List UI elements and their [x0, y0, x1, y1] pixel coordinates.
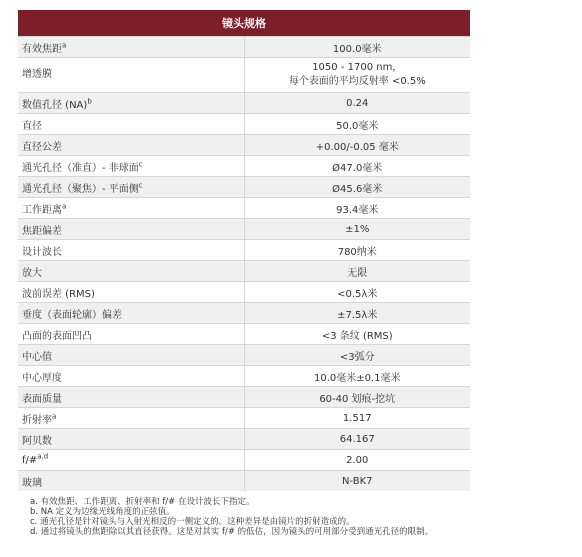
spec-value-cell — [244, 114, 470, 135]
spec-label-cell — [18, 387, 244, 408]
spec-value-cell — [244, 387, 470, 408]
spec-value: 无限 — [347, 267, 368, 279]
table-row — [18, 429, 470, 450]
table-row — [18, 177, 470, 198]
spec-label: 折射率 — [22, 414, 52, 426]
spec-value-cell — [244, 240, 470, 261]
table-row — [18, 282, 470, 303]
spec-table-container — [18, 10, 470, 537]
table-row — [18, 303, 470, 324]
spec-value: ±1% — [345, 223, 370, 235]
spec-label-cell — [18, 366, 244, 387]
spec-label-cell — [18, 198, 244, 219]
spec-value: ±7.5λ米 — [337, 309, 378, 321]
spec-label-cell — [18, 135, 244, 156]
spec-label: 凸面的表面凹凸 — [22, 330, 92, 342]
footnote: b. NA 定义为边缘光线角度的正弦值。 — [30, 507, 175, 517]
table-row — [18, 114, 470, 135]
spec-value: 64.167 — [339, 433, 375, 445]
spec-value-cell — [244, 450, 470, 471]
footnote-marker: c — [138, 160, 143, 169]
lens-spec-table — [18, 10, 470, 491]
table-row — [18, 345, 470, 366]
spec-label-cell — [18, 429, 244, 450]
spec-value-cell — [244, 408, 470, 429]
table-title: 镜头规格 — [18, 10, 470, 37]
spec-label-cell — [18, 93, 244, 114]
spec-label-cell — [18, 324, 244, 345]
spec-label: 通光孔径（聚焦）- 平面侧 — [22, 183, 139, 195]
table-row — [18, 198, 470, 219]
spec-label-cell — [18, 303, 244, 324]
spec-value-cell — [244, 429, 470, 450]
table-row — [18, 471, 470, 492]
spec-value-cell — [244, 366, 470, 387]
table-row — [18, 58, 470, 93]
spec-label-cell — [18, 261, 244, 282]
spec-label: 有效焦距 — [22, 43, 62, 55]
spec-value-cell — [244, 93, 470, 114]
footnote: d. 通过将镜头的焦距除以其直径获得。这是对其实 f/# 的低估，因为镜头的可用部分受到通光孔径的限制。 — [30, 527, 434, 537]
spec-value: 1050 - 1700 nm， — [312, 62, 403, 73]
spec-label-cell — [18, 37, 244, 58]
table-row — [18, 240, 470, 261]
spec-label: 阿贝数 — [22, 435, 52, 447]
spec-value-cell — [244, 471, 470, 492]
spec-value: 0.24 — [346, 97, 369, 109]
footnote-marker: a — [62, 41, 67, 50]
table-row — [18, 37, 470, 58]
spec-label-cell — [18, 114, 244, 135]
table-row — [18, 156, 470, 177]
spec-value-cell — [244, 135, 470, 156]
table-row — [18, 408, 470, 429]
spec-label: 焦距偏差 — [22, 225, 62, 237]
footnote-marker: a — [52, 412, 57, 421]
table-row — [18, 366, 470, 387]
spec-value: N-BK7 — [341, 475, 373, 487]
table-row — [18, 93, 470, 114]
spec-label: 增透膜 — [22, 69, 52, 80]
footnote-marker: b — [87, 97, 92, 106]
spec-value: <3 条纹 (RMS) — [321, 330, 393, 342]
spec-value: Ø47.0毫米 — [332, 162, 383, 174]
spec-label-cell — [18, 219, 244, 240]
spec-value-cell — [244, 198, 470, 219]
spec-value: 2.00 — [346, 454, 369, 466]
spec-label: 中心厚度 — [22, 372, 62, 384]
spec-label: 通光孔径（准直）- 非球面 — [22, 162, 139, 174]
footnote: a. 有效焦距、工作距离、折射率和 f/# 在设计波长下指定。 — [30, 497, 255, 507]
spec-value-cell — [244, 58, 470, 93]
spec-label: 中心值 — [22, 351, 52, 363]
table-row — [18, 261, 470, 282]
spec-label: f/# — [22, 454, 38, 466]
spec-label-cell — [18, 156, 244, 177]
spec-value: <0.5λ米 — [337, 288, 378, 300]
spec-label-cell — [18, 58, 244, 93]
spec-value: 780纳米 — [337, 246, 377, 258]
table-row — [18, 450, 470, 471]
spec-label: 玻璃 — [22, 477, 42, 489]
spec-label: 放大 — [22, 267, 42, 279]
spec-label: 直径 — [22, 120, 42, 132]
spec-label: 波前误差 (RMS) — [22, 288, 95, 300]
spec-label: 工作距离 — [22, 204, 62, 216]
footnotes — [18, 497, 470, 537]
spec-value-cell — [244, 324, 470, 345]
spec-label-cell — [18, 282, 244, 303]
spec-value: 93.4毫米 — [336, 204, 379, 216]
spec-label: 垂度（表面轮廓）偏差 — [22, 309, 122, 321]
spec-label: 数值孔径 (NA) — [22, 99, 88, 111]
spec-value: +0.00/-0.05 毫米 — [315, 141, 399, 153]
footnote-marker: a,d — [37, 452, 49, 461]
spec-label-cell — [18, 177, 244, 198]
spec-value-line2: 每个表面的平均反射率 <0.5% — [288, 76, 426, 87]
spec-label-cell — [18, 450, 244, 471]
spec-label-cell — [18, 240, 244, 261]
spec-value-cell — [244, 37, 470, 58]
footnote-marker: a — [62, 202, 67, 211]
spec-value-cell — [244, 345, 470, 366]
spec-value-cell — [244, 156, 470, 177]
spec-value: 50.0毫米 — [336, 120, 379, 132]
table-row — [18, 219, 470, 240]
spec-value: 100.0毫米 — [332, 43, 382, 55]
table-row — [18, 135, 470, 156]
spec-value: 1.517 — [342, 412, 372, 424]
footnote-marker: c — [138, 181, 143, 190]
spec-value-cell — [244, 282, 470, 303]
spec-value-cell — [244, 303, 470, 324]
footnote: c. 通光孔径是针对镜头与入射光相反的一侧定义的。这种差异是由镜片的折射造成的。 — [30, 517, 355, 527]
spec-label: 直径公差 — [22, 141, 62, 153]
spec-value: 60-40 划痕-挖坑 — [319, 393, 396, 405]
spec-value-cell — [244, 261, 470, 282]
spec-value: 10.0毫米±0.1毫米 — [313, 372, 401, 384]
spec-value-cell — [244, 177, 470, 198]
table-row — [18, 324, 470, 345]
spec-value-cell — [244, 219, 470, 240]
spec-label-cell — [18, 345, 244, 366]
spec-value: Ø45.6毫米 — [332, 183, 383, 195]
spec-value: <3弧分 — [339, 351, 375, 363]
spec-label-cell — [18, 408, 244, 429]
spec-label: 设计波长 — [22, 246, 62, 258]
spec-label: 表面质量 — [22, 393, 62, 405]
spec-label-cell — [18, 471, 244, 492]
table-row — [18, 387, 470, 408]
